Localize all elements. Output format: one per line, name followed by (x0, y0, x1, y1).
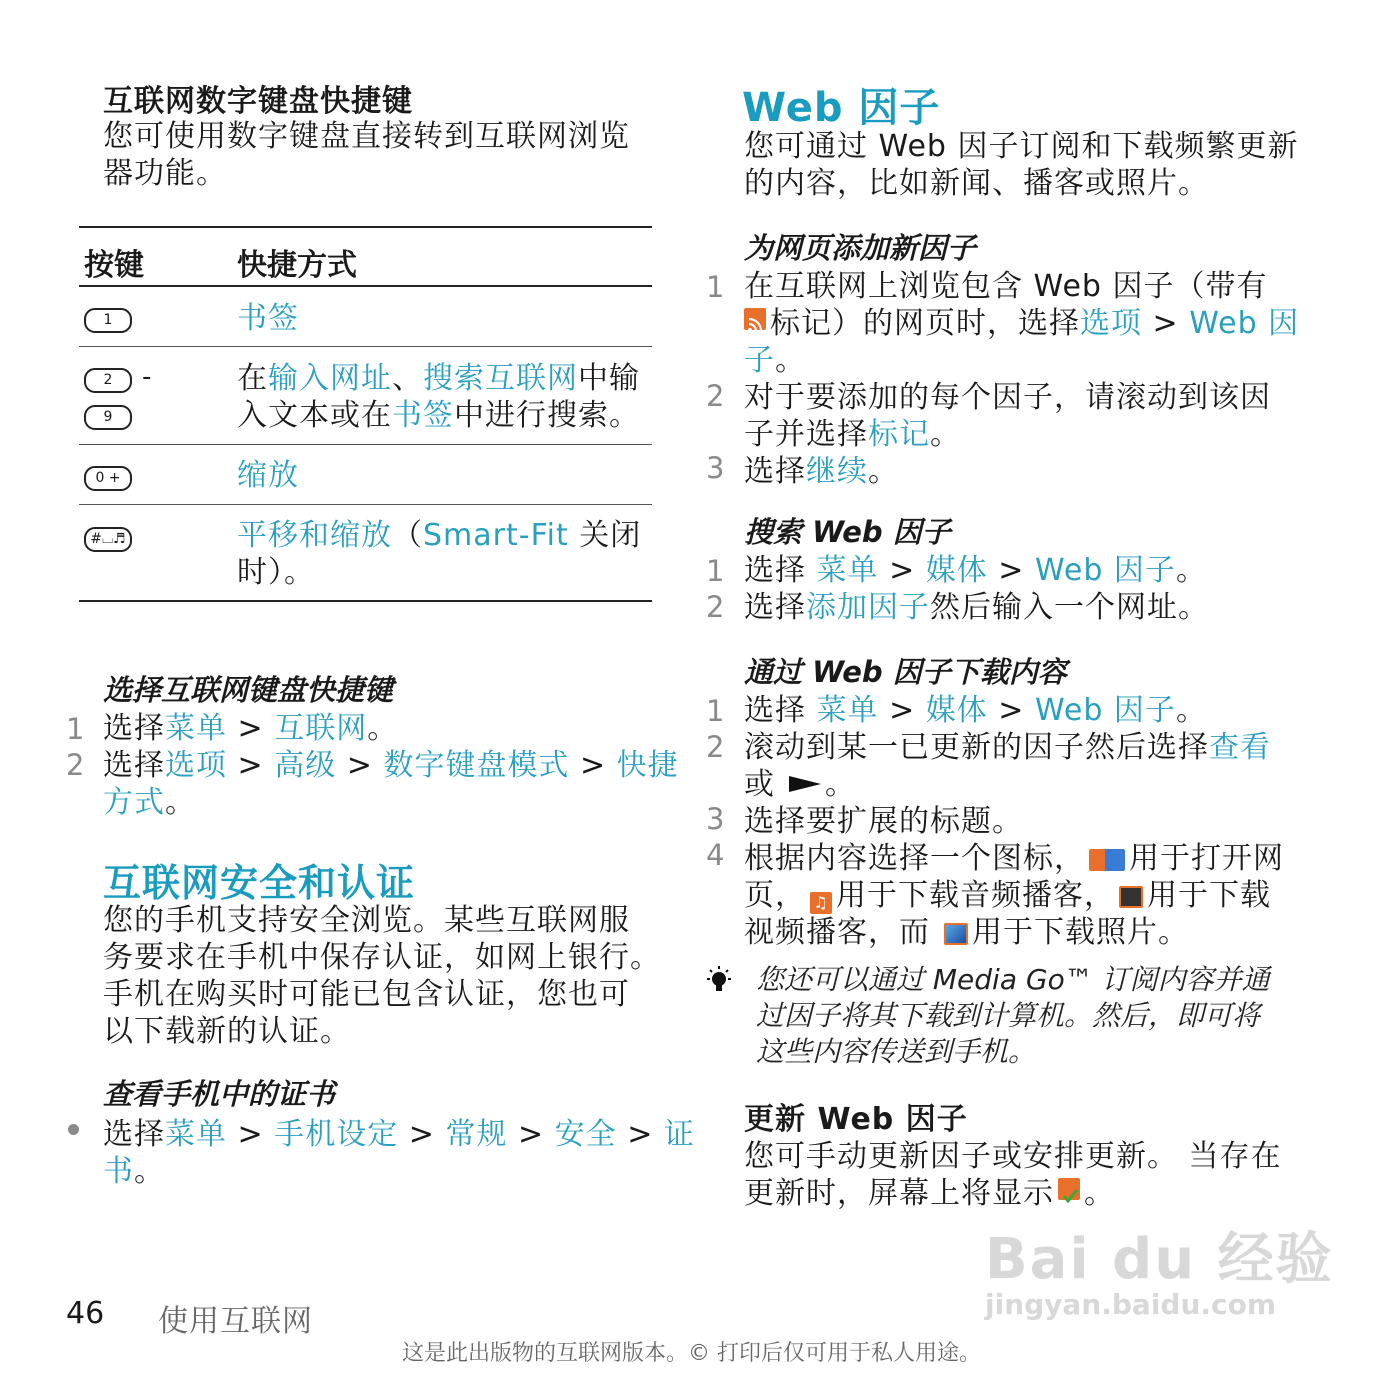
link-certificates[interactable]: 证 (663, 1117, 695, 1152)
text: 用于下载音频播客， (836, 878, 1115, 913)
link-media[interactable]: 媒体 (925, 693, 988, 728)
key-range-dash: - (142, 362, 152, 392)
subheading-search-feeds: 搜索 Web 因子 (744, 515, 951, 549)
cell-line (237, 360, 640, 397)
link-shortcuts[interactable]: 方式 (103, 785, 165, 820)
video-podcast-icon (1119, 886, 1143, 908)
text: > (227, 1117, 275, 1152)
link-continue[interactable]: 继续 (806, 454, 868, 489)
body-line: 的内容，比如新闻、播客或照片。 (744, 166, 1209, 201)
subheading-download-content: 通过 Web 因子下载内容 (744, 655, 1067, 689)
link-options[interactable]: 选项 (1080, 306, 1142, 341)
link-options[interactable]: 选项 (165, 748, 227, 783)
tip-line: 这些内容传送到手机。 (756, 1035, 1037, 1068)
table-cell-row4 (237, 517, 641, 591)
link-certificates[interactable]: 书 (103, 1154, 134, 1189)
step-number: 4 (706, 838, 725, 872)
body-line: 手机在购买时可能已包含认证，您也可 (103, 977, 630, 1012)
link-menu[interactable]: 菜单 (165, 1117, 227, 1152)
link-phone-settings[interactable]: 手机设定 (274, 1117, 399, 1152)
body-line: 器功能。 (103, 156, 227, 191)
footer-note: 这是此出版物的互联网版本。© 打印后仅可用于私人用途。 (402, 1341, 981, 1366)
text: > (227, 748, 275, 783)
link-web-feeds[interactable]: Web 因 (1189, 306, 1300, 341)
text: 子并选择 (744, 417, 868, 452)
text: > (507, 1117, 555, 1152)
text: > (878, 693, 926, 728)
step-line (744, 840, 1284, 877)
link-security[interactable]: 安全 (554, 1117, 617, 1152)
page-number: 46 (66, 1296, 105, 1331)
body-line: 您的手机支持安全浏览。某些互联网服 (103, 903, 630, 938)
step-line (744, 453, 1299, 490)
key-2-icon: 2 (84, 368, 132, 393)
text: 关闭 (568, 518, 642, 553)
text: > (878, 553, 926, 588)
text: 中进行搜索。 (454, 398, 640, 433)
step-number: 2 (66, 748, 85, 782)
link-menu[interactable]: 菜单 (816, 553, 879, 588)
open-web-icon (1089, 849, 1125, 871)
step-line (103, 747, 679, 784)
text: 选择 (103, 1117, 165, 1152)
link-shortcuts[interactable]: 快捷 (616, 748, 679, 783)
steps-download-content (744, 692, 1284, 951)
step-number: 1 (706, 270, 725, 304)
text: 。 (367, 711, 399, 746)
text: 选择 (744, 590, 806, 625)
subheading-add-feeds: 为网页添加新因子 (744, 231, 977, 265)
table-row-rule (79, 504, 652, 505)
text: 。 (825, 767, 856, 802)
text: > (1142, 306, 1190, 341)
text: > (398, 1117, 446, 1152)
text: 中输 (578, 361, 640, 396)
step-number: 1 (706, 554, 725, 588)
table-row-rule (79, 346, 652, 347)
step-line (744, 416, 1299, 453)
step-number: 2 (706, 730, 725, 764)
link-general[interactable]: 常规 (445, 1117, 508, 1152)
step-number: 2 (706, 379, 725, 413)
text: （ (392, 518, 423, 553)
step-number: 2 (706, 590, 725, 624)
tip-line: 过因子将其下载到计算机。然后，即可将 (756, 999, 1261, 1032)
play-arrow-icon (789, 776, 821, 792)
text: 选择 (744, 454, 806, 489)
step-line (103, 784, 679, 821)
text: 然后输入一个网址。 (930, 590, 1209, 625)
table-cell-row2 (237, 360, 640, 434)
text: > (227, 711, 275, 746)
text: 或 (744, 767, 775, 802)
text: 标记）的网页时，选择 (770, 306, 1080, 341)
step-line (103, 1153, 695, 1190)
bullet-view-certificates (103, 1116, 695, 1190)
text: 选择 (103, 748, 165, 783)
step-line: 对于要添加的每个因子，请滚动到该因 (744, 380, 1271, 415)
step-line: 选择要扩展的标题。 (744, 804, 1023, 839)
step-line (744, 729, 1284, 766)
link-advanced[interactable]: 高级 (274, 748, 337, 783)
tip-line: 您还可以通过 Media Go™ 订阅内容并通 (756, 963, 1270, 996)
text: 选择 (744, 693, 817, 728)
subheading-update-feeds: 更新 Web 因子 (744, 1102, 968, 1137)
text: 。 (134, 1154, 165, 1189)
link-add-feed[interactable]: 添加因子 (806, 590, 930, 625)
table-bottom-rule (79, 600, 652, 602)
link-mark[interactable]: 标记 (868, 417, 930, 452)
text: 选择 (103, 711, 165, 746)
text: 。 (868, 454, 899, 489)
section-body-security (103, 902, 661, 1050)
step-number: 3 (706, 802, 725, 836)
text: 。 (1175, 553, 1207, 588)
heading-web-feeds: Web 因子 (742, 85, 941, 131)
steps-search-feeds (744, 552, 1209, 626)
step-line (744, 877, 1284, 914)
link-bookmarks[interactable]: 书签 (237, 301, 299, 336)
subheading-view-certificates: 查看手机中的证书 (103, 1077, 336, 1111)
link-menu[interactable]: 菜单 (165, 711, 227, 746)
text: 。 (1175, 693, 1207, 728)
step-number: 1 (706, 694, 725, 728)
key-1-icon: 1 (84, 308, 132, 333)
link-bookmarks[interactable]: 书签 (392, 398, 454, 433)
heading-security-certificates: 互联网安全和认证 (103, 861, 416, 905)
step-line (744, 914, 1284, 951)
text: 更新时，屏幕上将显示 (744, 1176, 1054, 1211)
step-line: 在互联网上浏览包含 Web 因子（带有 (744, 269, 1268, 304)
text: 在 (237, 361, 268, 396)
text: 根据内容选择一个图标， (744, 841, 1085, 876)
link-web-feeds[interactable]: Web 因子 (1034, 693, 1176, 728)
step-number: 1 (66, 712, 85, 746)
rss-icon (744, 308, 766, 330)
section-body-keypad (103, 118, 630, 192)
section-body-web-feeds (744, 128, 1298, 202)
link-web-feeds[interactable]: 子 (744, 343, 775, 378)
link-view[interactable]: 查看 (1209, 730, 1271, 765)
photo-icon (944, 923, 968, 945)
table-header-key: 按键 (84, 248, 144, 283)
text: > (987, 693, 1035, 728)
step-line (103, 710, 679, 747)
text: 。 (165, 785, 196, 820)
tip-text (756, 962, 1270, 1070)
text: 滚动到某一已更新的因子然后选择 (744, 730, 1209, 765)
text: 用于下载照片。 (972, 915, 1189, 950)
text: > (569, 748, 617, 783)
key-0-plus-icon: 0 + (84, 466, 132, 491)
tip-bulb-icon (704, 964, 734, 1000)
cell-line: 时）。 (237, 555, 315, 590)
text: 视频播客，而 (744, 915, 930, 950)
audio-podcast-icon: ♫ (810, 892, 832, 914)
text: > (336, 748, 384, 783)
body-line: 您可手动更新因子或安排更新。 当存在 (744, 1139, 1282, 1174)
link-smart-fit[interactable]: Smart-Fit (423, 518, 569, 553)
link-search-internet[interactable]: 搜索互联网 (423, 361, 578, 396)
body-line: 以下载新的认证。 (103, 1014, 351, 1049)
text: 。 (1084, 1176, 1115, 1211)
table-header-shortcut: 快捷方式 (237, 248, 357, 283)
step-line (744, 552, 1209, 589)
link-menu[interactable]: 菜单 (816, 693, 879, 728)
baidu-watermark-logo: Bai du 经验 (985, 1227, 1334, 1292)
link-keypad-mode[interactable]: 数字键盘模式 (383, 748, 570, 783)
text: 用于下载 (1147, 878, 1271, 913)
subheading-select-shortcuts: 选择互联网键盘快捷键 (103, 673, 394, 707)
link-web-feeds[interactable]: Web 因子 (1034, 553, 1176, 588)
text: 。 (930, 417, 961, 452)
cell-line (237, 517, 641, 554)
baidu-watermark-url: jingyan.baidu.com (985, 1288, 1277, 1321)
text: > (616, 1117, 664, 1152)
section-body-update (744, 1138, 1282, 1212)
body-line: 务要求在手机中保存认证，如网上银行。 (103, 940, 661, 975)
bullet-icon (68, 1124, 79, 1135)
cell-line (237, 397, 640, 434)
link-media[interactable]: 媒体 (925, 553, 988, 588)
text: > (987, 553, 1035, 588)
step-line (744, 589, 1209, 626)
link-pan-zoom[interactable]: 平移和缩放 (237, 518, 392, 553)
key-9-icon: 9 (84, 405, 132, 430)
table-row-rule (79, 444, 652, 445)
table-top-rule (79, 226, 652, 228)
text: 用于打开网 (1129, 841, 1284, 876)
link-enter-url[interactable]: 输入网址 (268, 361, 392, 396)
text: 入文本或在 (237, 398, 392, 433)
body-line: 您可使用数字键盘直接转到互联网浏览 (103, 119, 630, 154)
page-section-label: 使用互联网 (158, 1304, 313, 1339)
body-line (744, 1175, 1282, 1212)
body-line: 您可通过 Web 因子订阅和下载频繁更新 (744, 129, 1299, 164)
link-internet[interactable]: 互联网 (274, 711, 368, 746)
step-line (744, 692, 1284, 729)
step-number: 3 (706, 451, 725, 485)
link-zoom[interactable]: 缩放 (237, 458, 299, 493)
steps-select-shortcuts (103, 710, 679, 821)
update-feed-icon (1058, 1178, 1080, 1200)
key-hash-icon: #⌴♬ (84, 527, 132, 552)
steps-add-feeds (744, 268, 1299, 490)
text: 页， (744, 878, 806, 913)
step-line (744, 766, 1284, 803)
text: 、 (392, 361, 423, 396)
section-title-keypad-shortcuts: 互联网数字键盘快捷键 (103, 84, 413, 119)
text: 。 (775, 343, 806, 378)
step-line (744, 305, 1299, 342)
table-header-rule (79, 285, 652, 287)
text: 选择 (744, 553, 817, 588)
step-line (744, 342, 1299, 379)
step-line (103, 1116, 695, 1153)
